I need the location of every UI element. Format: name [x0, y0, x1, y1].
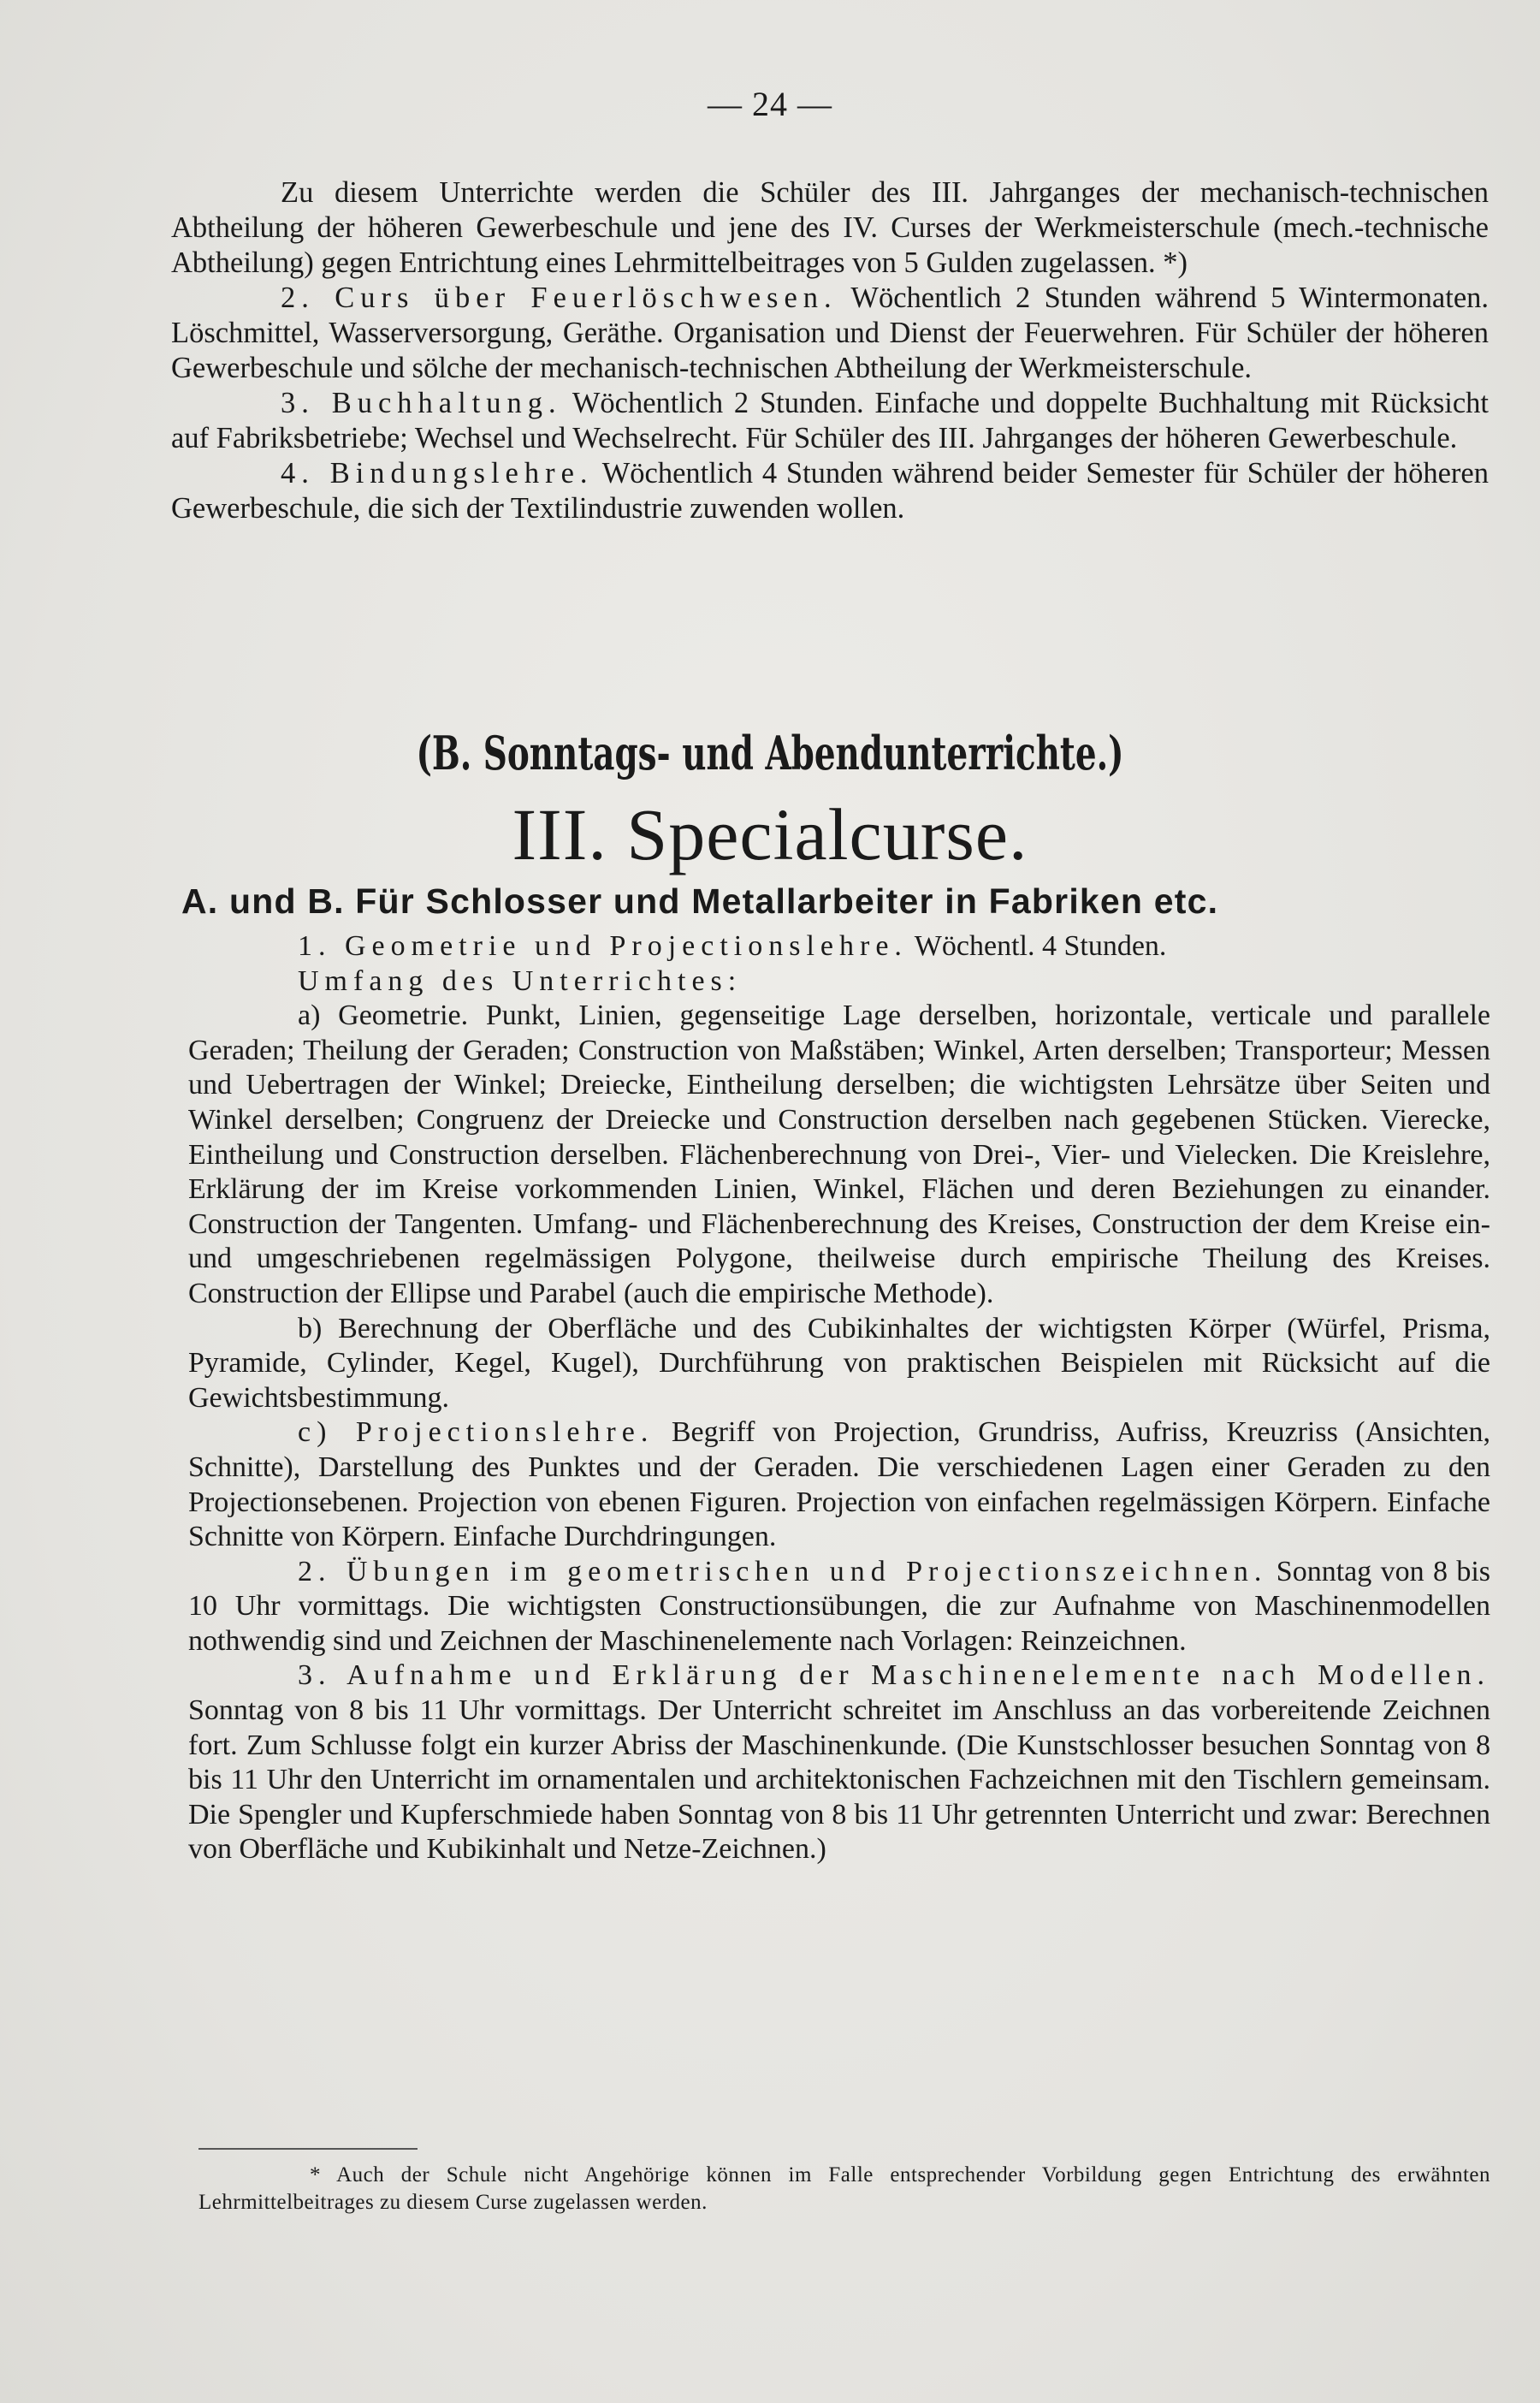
- item-feuerloeschwesen-label: 2. Curs über Feuerlöschwesen.: [281, 282, 838, 314]
- intro-paragraph: Zu diesem Unterrichte werden die Schüler des III. Jahrganges der mechanisch-technischen Abtheilung der höheren Gewerbeschule und jene des IV. Curses der Werkmeisterschule (mech.-technische Abtheilung) gegen Entrichtung eines Lehrmittelbeitrages von 5 Gulden zugelassen. *): [171, 176, 1489, 279]
- item-geometrie-text: Wöchentl. 4 Stunden.: [907, 930, 1167, 962]
- item-aufnahme: [188, 1658, 1490, 1867]
- item-buchhaltung: [171, 386, 1489, 456]
- subitem-b: b) Berechnung der Oberfläche und des Cubikinhaltes der wichtigsten Körper (Würfel, Prisma, Pyramide, Cylinder, Kegel, Kugel), Durchführung von praktischen Beispielen mit Rücksicht auf die Gewichtsbestimmung.: [188, 1312, 1490, 1414]
- section-heading: A. und B. Für Schlosser und Metallarbeiter in Fabriken etc.: [181, 881, 1219, 921]
- subitem-c-text: Begriff von Projection, Grundriss, Aufriss, Kreuzriss (Ansichten, Schnitte), Darstellung des Punktes und der Geraden. Die verschiedenen Lagen einer Geraden zu den Projectionsebenen. Projection von ebenen Figuren. Projection von einfachen regelmässigen Körpern. Einfache Schnitte von Körpern. Einfache Durchdringungen.: [188, 1416, 1490, 1553]
- footnote: * Auch der Schule nicht Angehörige können im Falle entsprechender Vorbildung gegen Entrichtung des erwähnten Lehrmittelbeitrages zu diesem Curse zugelassen werden.: [198, 2163, 1490, 2214]
- top-section: [171, 175, 1489, 526]
- bottom-section: [188, 929, 1490, 1867]
- subheading-sonntags: (B. Sonntags- und Abendunterrichte.): [416, 726, 1124, 780]
- subitem-a: a) Geometrie. Punkt, Linien, gegenseitige Lage derselben, horizontale, verticale und parallele Geraden; Theilung der Geraden; Construction von Maßstäben; Winkel, Arten derselben; Transporteur; Messen und Uebertragen der Winkel; Dreiecke, Eintheilung derselben; die wichtigsten Lehrsätze über Seiten und Winkel derselben; Congruenz der Dreiecke und Construction derselben nach gegebenen Stücken. Vierecke, Eintheilung und Construction derselben. Flächenberechnung von Drei-, Vier- und Vielecken. Die Kreislehre, Erklärung der im Kreise vorkommenden Linien, Winkel, Flächen und deren Beziehungen zu einander. Construction der Tangenten. Umfang- und Flächenberechnung des Kreises, Construction der dem Kreise ein- und umgeschriebenen regelmässigen Polygone, theilweise durch empirische Theilung des Kreises. Construction der Ellipse und Parabel (auch die empirische Methode).: [188, 1000, 1490, 1309]
- item-bindungslehre: [171, 456, 1489, 526]
- item-buchhaltung-label: 3. Buchhaltung.: [281, 387, 562, 419]
- main-heading: III. Specialcurse.: [512, 793, 1028, 875]
- subitem-c: [188, 1415, 1490, 1554]
- item-feuerloeschwesen: [171, 281, 1489, 386]
- item-bindungslehre-label: 4. Bindungslehre.: [281, 457, 594, 490]
- item-buchhaltung-text: Wöchentlich 2 Stunden. Einfache und doppelte Buchhaltung mit Rücksicht auf Fabriksbetriebe; Wechsel und Wechselrecht. Für Schüler des III. Jahrganges der höheren Gewerbeschule.: [171, 387, 1489, 454]
- subitem-c-label: c) Projectionslehre.: [298, 1416, 654, 1449]
- footnote-divider: [198, 2148, 418, 2150]
- item-uebungen-label: 2. Übungen im geometrischen und Projectionszeichnen.: [298, 1555, 1268, 1587]
- item-geometrie-label: 1. Geometrie und Projectionslehre.: [298, 930, 908, 962]
- scope-heading: [188, 964, 1490, 1000]
- item-geometrie: [188, 929, 1490, 964]
- item-uebungen-text: Sonntag von 8 bis 10 Uhr vormittags. Die wichtigsten Constructionsübungen, die zur Aufnahme von Maschinenmodellen nothwendig sind und Zeichnen der Maschinenelemente nach Vorlagen: Reinzeichnen.: [188, 1555, 1491, 1657]
- item-feuerloeschwesen-text: Wöchentlich 2 Stunden während 5 Wintermonaten. Löschmittel, Wasserversorgung, Geräthe. Organisation und Dienst der Feuerwehren. Für Schüler der höheren Gewerbeschule und sölche der mechanisch-technischen Abtheilung der Werkmeisterschule.: [171, 282, 1490, 384]
- page-number: — 24 —: [708, 85, 832, 123]
- item-aufnahme-label: 3. Aufnahme und Erklärung der Maschinenelemente nach Modellen.: [298, 1659, 1490, 1692]
- scope-label: Umfang des Unterrichtes:: [298, 964, 743, 997]
- item-bindungslehre-text: Wöchentlich 4 Stunden während beider Semester für Schüler der höheren Gewerbeschule, die sich der Textilindustrie zuwenden wollen.: [171, 457, 1489, 525]
- item-uebungen: [188, 1555, 1490, 1659]
- item-aufnahme-text: Sonntag von 8 bis 11 Uhr vormittags. Der Unterricht schreitet im Anschluss an das vorbereitende Zeichnen fort. Zum Schlusse folgt ein kurzer Abriss der Maschinenkunde. (Die Kunstschlosser besuchen Sonntag von 8 bis 11 Uhr den Unterricht im ornamentalen und architektonischen Fachzeichnen mit den Tischlern gemeinsam. Die Spengler und Kupferschmiede haben Sonntag von 8 bis 11 Uhr getrennten Unterricht und zwar: Berechnen von Oberfläche und Kubikinhalt und Netze-Zeichnen.): [188, 1694, 1490, 1866]
